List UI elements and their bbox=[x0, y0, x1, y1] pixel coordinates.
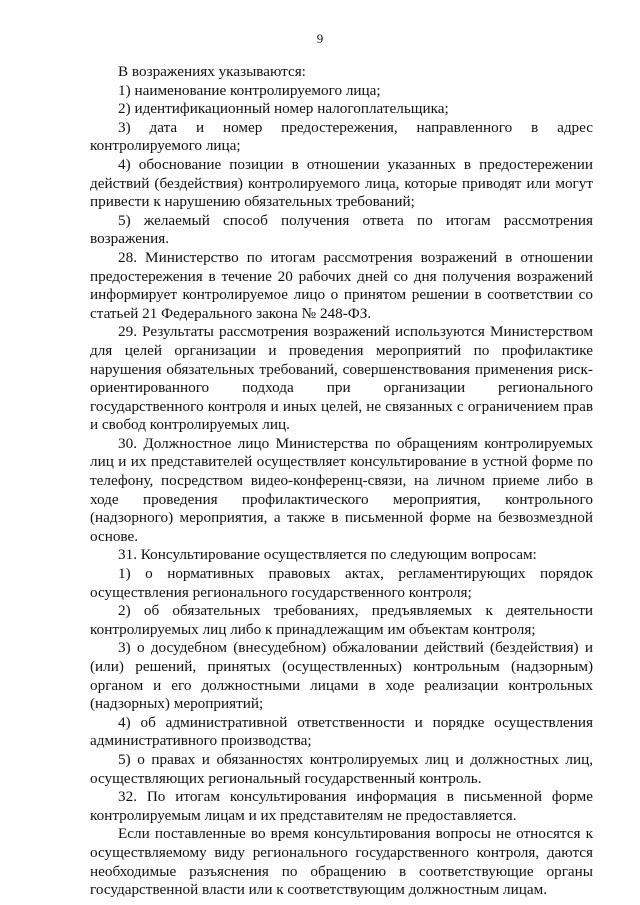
list-item-regulatory-acts: 1) о нормативных правовых актах, регламентирующих порядок осуществления регионального государственного контроля; bbox=[90, 565, 593, 601]
page-number: 9 bbox=[316, 31, 324, 46]
paragraph-32: 32. По итогам консультирования информация в письменной форме контролируемым лицам и их представителям не предоставляется. bbox=[90, 788, 593, 824]
paragraph-objections-intro: В возражениях указываются: bbox=[118, 63, 306, 80]
paragraph-unrelated-questions: Если поставленные во время консультирования вопросы не относятся к осуществляемому виду регионального государственного контроля, даются необходимые разъяснения по обращению в соответствующие органы государственной власти или к соответствующим должностным лицам. bbox=[90, 825, 593, 899]
list-item-position-justification: 4) обоснование позиции в отношении указанных в предостережении действий (бездействия) контролируемого лица, которые приводят или могут привести к нарушению обязательных требований; bbox=[90, 155, 593, 211]
list-item-response-method: 5) желаемый способ получения ответа по итогам рассмотрения возражения. bbox=[90, 211, 593, 248]
list-item-rights-obligations: 5) о правах и обязанностях контролируемых лиц и должностных лиц, осуществляющих региональный государственный контроль. bbox=[90, 750, 593, 787]
document-body bbox=[90, 63, 593, 900]
list-item-controlled-person-name: 1) наименование контролируемого лица; bbox=[118, 81, 381, 99]
list-item-mandatory-requirements: 2) об обязательных требованиях, предъявляемых к деятельности контролируемых лиц либо к принадлежащим им объектам контроля; bbox=[90, 602, 593, 638]
list-item-administrative-liability: 4) об административной ответственности и порядке осуществления административного производства; bbox=[90, 713, 593, 750]
paragraph-30: 30. Должностное лицо Министерства по обращениям контролируемых лиц и их представителей осуществляет консультирование в устной форме по телефону, посредством видео-конференц-связи, на личном приеме либо в ходе проведения профилактического мероприятия, контрольного (надзорного) мероприятия, а также в письменной форме на безвозмездной основе. bbox=[90, 434, 593, 545]
paragraph-28: 28. Министерство по итогам рассмотрения возражений в отношении предостережения в течение 20 рабочих дней со дня получения возражений информирует контролируемое лицо о принятом решении в соответствии со статьей 21 Федерального закона № 248-ФЗ. bbox=[90, 248, 593, 322]
paragraph-29: 29. Результаты рассмотрения возражений используются Министерством для целей организации и проведения мероприятий по профилактике нарушения обязательных требований, совершенствования применения риск-ориентированного подхода при организации регионального государственного контроля и иных целей, не связанных с ограничением прав и свобод контролируемых лиц. bbox=[90, 323, 593, 434]
paragraph-31: 31. Консультирование осуществляется по следующим вопросам: bbox=[118, 546, 537, 564]
list-item-pretrial-appeal: 3) о досудебном (внесудебном) обжаловании действий (бездействия) и (или) решений, принятых (осуществленных) контрольным (надзорным) органом и его должностными лицами в ходе реализации контрольных (надзорных) мероприятий; bbox=[90, 639, 593, 713]
list-item-warning-date-number: 3) дата и номер предостережения, направленного в адрес контролируемого лица; bbox=[90, 118, 593, 155]
list-item-taxpayer-id: 2) идентификационный номер налогоплательщика; bbox=[118, 100, 449, 118]
